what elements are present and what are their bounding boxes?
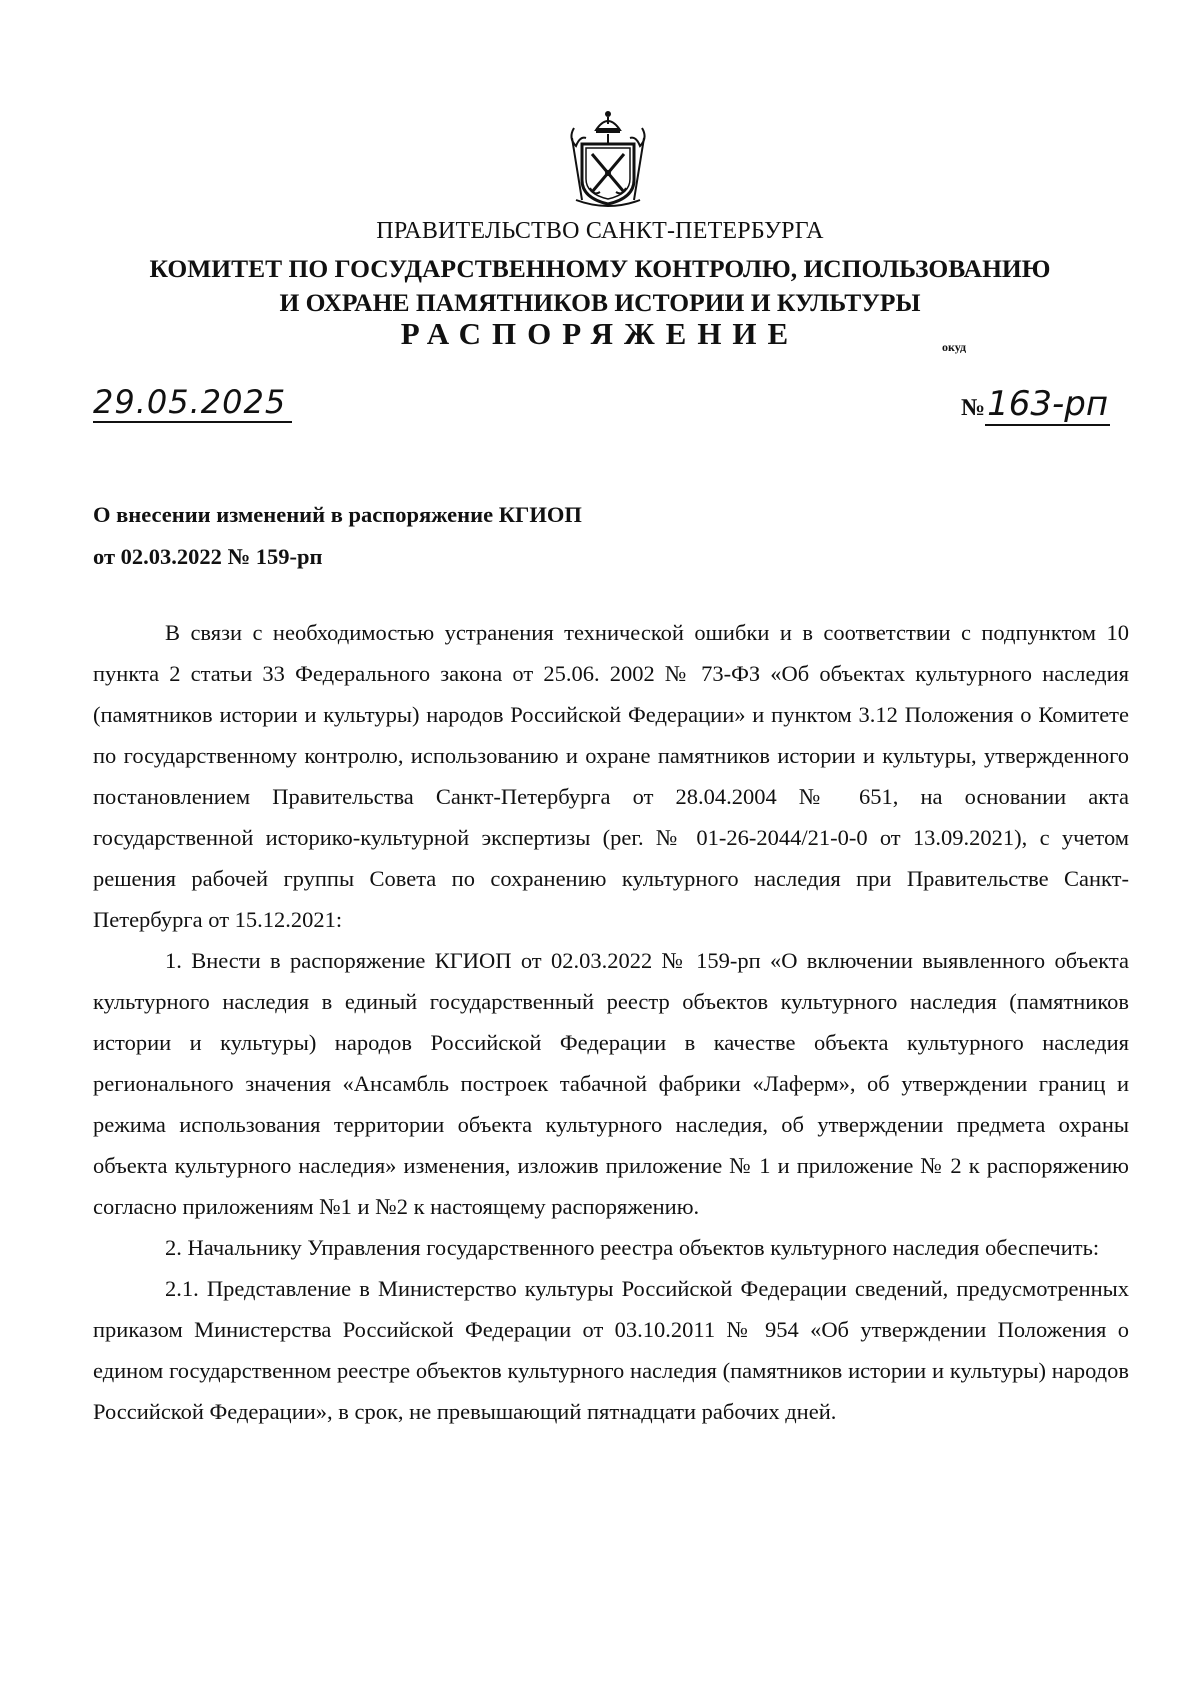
number-value: 163-рп: [987, 384, 1109, 424]
document-date: 29.05.2025: [93, 383, 292, 423]
government-name: ПРАВИТЕЛЬСТВО САНКТ-ПЕТЕРБУРГА: [376, 218, 824, 244]
document-type: РАСПОРЯЖЕНИЕ: [400, 316, 800, 351]
document-body: [93, 612, 1129, 1432]
document-subject: [93, 494, 582, 578]
document-number: [961, 385, 1110, 427]
subject-line1: О внесении изменений в распоряжение КГИОП: [93, 502, 582, 527]
body-paragraph-item-2-1: 2.1. Представление в Министерство культуры Российской Федерации сведений, предусмотренных приказом Министерства Российской Федерации от 03.10.2011 № 954 «Об утверждении Положения о едином государственном реестре объектов культурного наследия (памятников истории и культуры) народов Российской Федерации», в срок, не превышающий пятнадцати рабочих дней.: [93, 1276, 1129, 1424]
body-paragraph-item-1: 1. Внести в распоряжение КГИОП от 02.03.2022 № 159-рп «О включении выявленного объекта культурного наследия в единый государственный реестр объектов культурного наследия (памятников истории и культуры) народов Российской Федерации в качестве объекта культурного наследия регионального значения «Ансамбль построек табачной фабрики «Лаферм», об утверждении границ и режима использования территории объекта культурного наследия, об утверждении предмета охраны объекта культурного наследия» изменения, изложив приложение № 1 и приложение № 2 к распоряжению согласно приложениям №1 и №2 к настоящему распоряжению.: [93, 948, 1129, 1219]
committee-name-line2: И ОХРАНЕ ПАМЯТНИКОВ ИСТОРИИ И КУЛЬТУРЫ: [279, 288, 921, 317]
number-sign: №: [961, 395, 986, 421]
committee-name: [0, 252, 1200, 320]
saint-petersburg-coat-of-arms-icon: [566, 108, 650, 212]
subject-line2: от 02.03.2022 № 159-рп: [93, 544, 323, 569]
okud-label: окуд: [942, 340, 967, 354]
committee-name-line1: КОМИТЕТ ПО ГОСУДАРСТВЕННОМУ КОНТРОЛЮ, ИСПОЛЬЗОВАНИЮ: [149, 254, 1051, 283]
body-paragraph-preamble: В связи с необходимостью устранения технической ошибки и в соответствии с подпунктом 10 пункта 2 статьи 33 Федерального закона от 25.06. 2002 № 73-ФЗ «Об объектах культурного наследия (памятников истории и культуры) народов Российской Федерации» и пунктом 3.12 Положения о Комитете по государственному контролю, использованию и охране памятников истории и культуры, утвержденного постановлением Правительства Санкт-Петербурга от 28.04.2004 № 651, на основании акта государственной историко-культурной экспертизы (рег. № 01-26-2044/21-0-0 от 13.09.2021), с учетом решения рабочей группы Совета по сохранению культурного наследия при Правительстве Санкт-Петербурга от 15.12.2021:: [93, 620, 1129, 932]
body-paragraph-item-2: 2. Начальнику Управления государственного реестра объектов культурного наследия обеспечить:: [165, 1235, 1100, 1260]
